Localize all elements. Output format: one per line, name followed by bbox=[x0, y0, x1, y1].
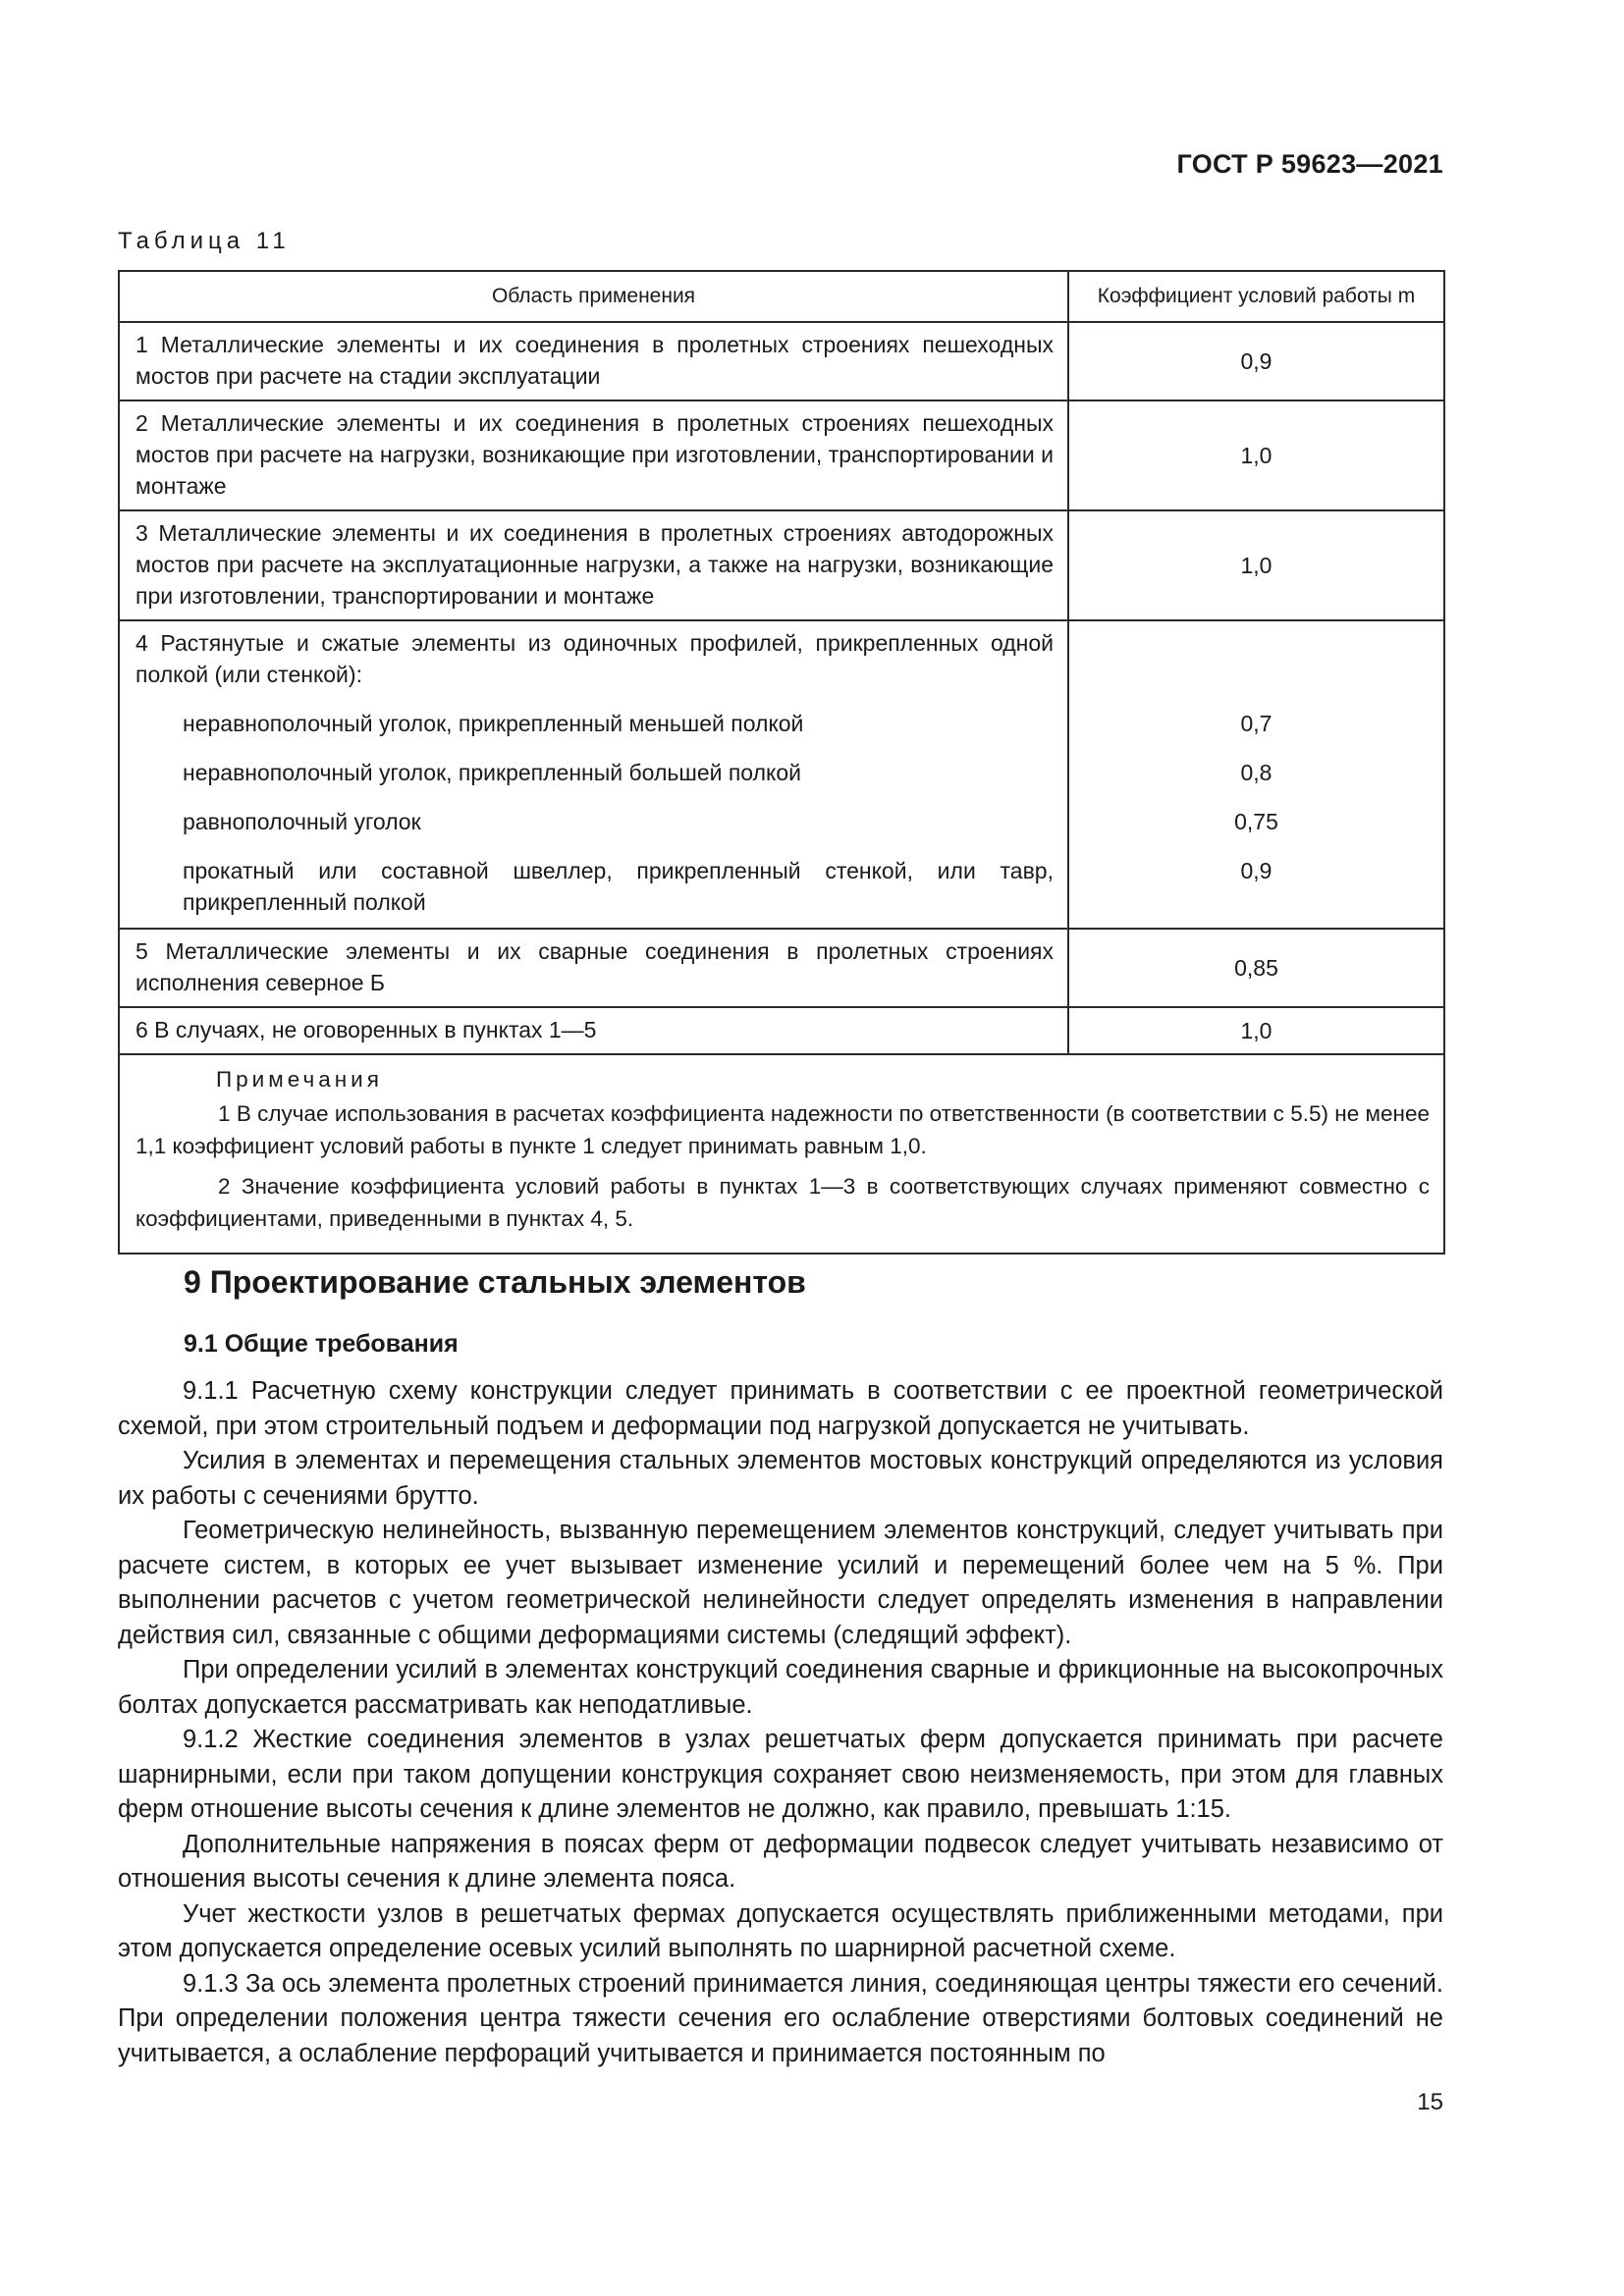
table-row bbox=[119, 1007, 1444, 1054]
table-header-row bbox=[119, 271, 1444, 322]
paragraph: Дополнительные напряжения в поясах ферм от деформации подвесок следует учитывать независимо от отношения высоты сечения к длине элемента пояса. bbox=[118, 1830, 1443, 1893]
row-area-text: 2 Металлические элементы и их соединения в пролетных строениях пешеходных мостов при расчете на нагрузки, возникающие при изготовлении, транспортировании и монтаже bbox=[119, 400, 1068, 510]
row-group-item: неравнополочный уголок, прикрепленный большей полкой bbox=[183, 760, 801, 785]
row-coefficient-value: 0,9 bbox=[1240, 858, 1272, 883]
table-notes bbox=[119, 1054, 1444, 1254]
row-group-item: прокатный или составной швеллер, прикрепленный стенкой, или тавр, прикрепленный полкой bbox=[183, 858, 1054, 915]
table-row bbox=[119, 929, 1444, 1007]
paragraph: Геометрическую нелинейность, вызванную перемещением элементов конструкций, следует учитывать при расчете систем, в которых ее учет вызывает изменение усилий и перемещений более чем на 5 %. При выполнении расчетов с учетом геометрической нелинейности следует определять изменения в направлении действия сил, связанные с общими деформациями системы (следящий эффект). bbox=[118, 1517, 1443, 1649]
section-heading: 9 Проектирование стальных элементов bbox=[184, 1264, 806, 1300]
row-group-heading: 4 Растянутые и сжатые элементы из одиночных профилей, прикрепленных одной полкой (или стенкой): bbox=[135, 630, 1054, 687]
row-coefficient-value: 1,0 bbox=[1068, 1007, 1444, 1054]
notes-title: Примечания bbox=[216, 1067, 383, 1092]
paragraph: При определении усилий в элементах конструкций соединения сварные и фрикционные на высокопрочных болтах допускается рассматривать как неподатливые. bbox=[118, 1656, 1443, 1719]
coefficient-table bbox=[118, 270, 1445, 1255]
row-coefficient-value: 1,0 bbox=[1068, 400, 1444, 510]
paragraph: Усилия в элементах и перемещения стальных элементов мостовых конструкций определяются из условия их работы с сечениями брутто. bbox=[118, 1447, 1443, 1510]
row-coefficient-value: 0,8 bbox=[1240, 760, 1272, 785]
table-row bbox=[119, 510, 1444, 620]
table-row-group bbox=[119, 620, 1444, 929]
row-area-text: 5 Металлические элементы и их сварные соединения в пролетных строениях исполнения северное Б bbox=[119, 929, 1068, 1007]
body-text bbox=[118, 1374, 1443, 2071]
table-notes-row bbox=[119, 1054, 1444, 1254]
paragraph: 9.1.3 За ось элемента пролетных строений принимается линия, соединяющая центры тяжести его сечений. При определении положения центра тяжести сечения его ослабление отверстиями болтовых соединений не учитывается, а ослабление перфораций учитывается и принимается постоянным по bbox=[118, 1969, 1443, 2067]
row-group-values bbox=[1068, 620, 1444, 929]
row-area-text: 6 В случаях, не оговоренных в пунктах 1—5 bbox=[119, 1007, 1068, 1054]
row-area-text: 1 Металлические элементы и их соединения в пролетных строениях пешеходных мостов при расчете на стадии эксплуатации bbox=[119, 322, 1068, 400]
table-title: Таблица 11 bbox=[118, 228, 291, 254]
paragraph: 9.1.2 Жесткие соединения элементов в узлах решетчатых ферм допускается принимать при расчете шарнирными, если при таком допущении конструкция сохраняет свою неизменяемость, при этом для главных ферм отношение высоты сечения к длине элементов не должно, как правило, превышать 1:15. bbox=[118, 1726, 1443, 1823]
row-coefficient-value: 0,7 bbox=[1240, 711, 1272, 736]
paragraph: Учет жесткости узлов в решетчатых фермах допускается осуществлять приближенными методами, при этом допускается определение осевых усилий выполнять по шарнирной расчетной схеме. bbox=[118, 1899, 1443, 1962]
column-header-area: Область применения bbox=[119, 271, 1068, 322]
note-item: 1 В случае использования в расчетах коэффициента надежности по ответственности (в соответствии с 5.5) не менее 1,1 коэффициент условий работы в пункте 1 следует принимать равным 1,0. bbox=[135, 1101, 1430, 1158]
paragraph: 9.1.1 Расчетную схему конструкции следует принимать в соответствии с ее проектной геометрической схемой, при этом строительный подъем и деформации под нагрузкой допускается не учитывать. bbox=[118, 1377, 1443, 1440]
row-area-group bbox=[119, 620, 1068, 929]
row-area-text: 3 Металлические элементы и их соединения в пролетных строениях автодорожных мостов при расчете на эксплуатационные нагрузки, а также на нагрузки, возникающие при изготовлении, транспортировании и монтаже bbox=[119, 510, 1068, 620]
row-coefficient-value: 1,0 bbox=[1068, 510, 1444, 620]
row-coefficient-value: 0,9 bbox=[1068, 322, 1444, 400]
row-group-item: неравнополочный уголок, прикрепленный меньшей полкой bbox=[183, 711, 804, 736]
subsection-heading: 9.1 Общие требования bbox=[184, 1330, 459, 1358]
row-coefficient-value: 0,75 bbox=[1234, 809, 1278, 834]
column-header-coefficient: Коэффициент условий работы m bbox=[1068, 271, 1444, 322]
page-number: 15 bbox=[1417, 2089, 1443, 2115]
table-row bbox=[119, 322, 1444, 400]
table-row bbox=[119, 400, 1444, 510]
row-coefficient-value: 0,85 bbox=[1068, 929, 1444, 1007]
note-item: 2 Значение коэффициента условий работы в пунктах 1—3 в соответствующих случаях применяют совместно с коэффициентами, приведенными в пунктах 4, 5. bbox=[135, 1174, 1430, 1231]
row-group-item: равнополочный уголок bbox=[183, 809, 421, 834]
document-code: ГОСТ Р 59623—2021 bbox=[1176, 149, 1443, 179]
